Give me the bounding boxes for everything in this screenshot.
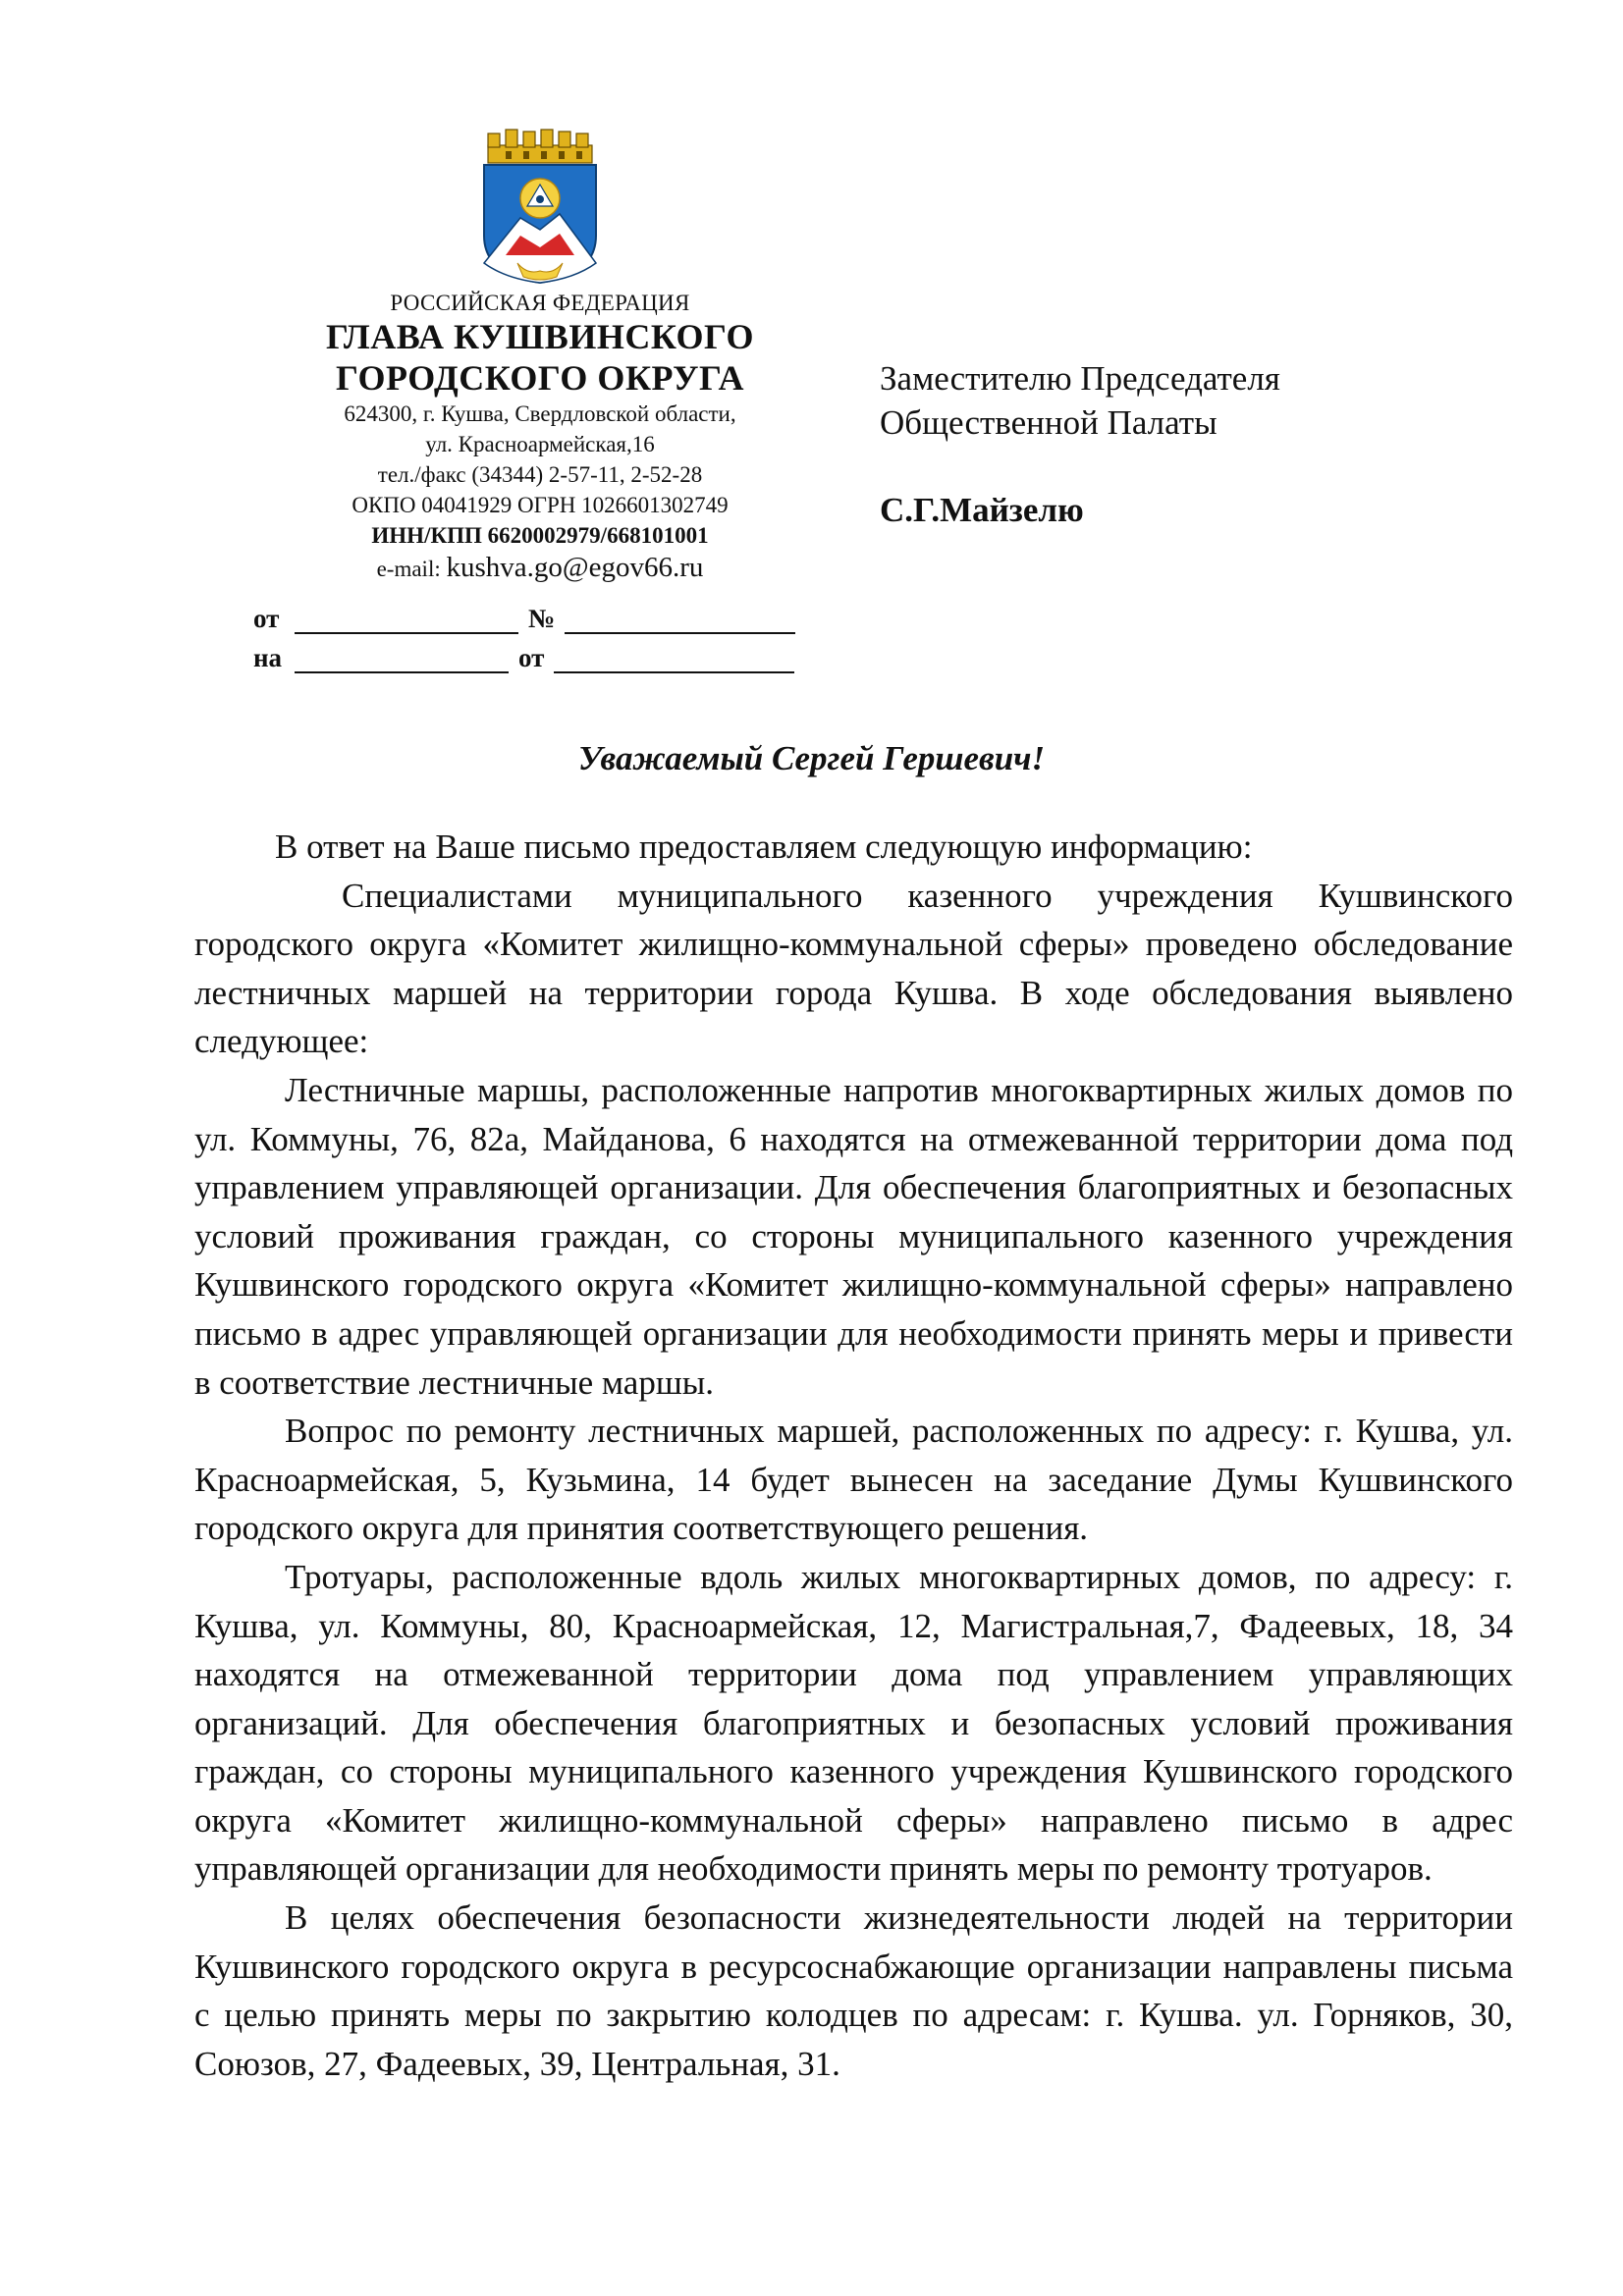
- address-line2: ул. Красноармейская,16: [425, 432, 655, 456]
- addressee-name: С.Г.Майзелю: [880, 491, 1084, 529]
- letterhead: [236, 128, 844, 586]
- reg-label-from-date: от: [518, 643, 545, 672]
- registration-row-incoming: [253, 634, 813, 673]
- email-line: [236, 551, 844, 586]
- addressee-position-line2: Общественной Палаты: [880, 403, 1217, 442]
- address-line1: 624300, г. Кушва, Свердловской области,: [344, 401, 736, 426]
- org-title-line2: ГОРОДСКОГО ОКРУГА: [335, 358, 745, 398]
- body-paragraph-3: Вопрос по ремонту лестничных маршей, расположенных по адресу: г. Кушва, ул. Красноармейская, 5, Кузьмина, 14 будет вынесен на заседание Думы Кушвинского городского округа для принятия соответствующего решения.: [194, 1412, 1513, 1548]
- registration-fields: [253, 595, 813, 673]
- salutation: Уважаемый Сергей Гершевич!: [577, 739, 1046, 777]
- email-address: kushva.go@egov66.ru: [446, 552, 704, 583]
- body-paragraph-4: Тротуары, расположенные вдоль жилых многоквартирных домов, по адресу: г. Кушва, ул. Коммуны, 80, Красноармейская, 12, Магистральная,7, Фадеевых, 18, 34 находятся на отмежеванной территории дома под управлением управляющих организаций. Для обеспечения благоприятных и безопасных условий проживания граждан, со стороны муниципального казенного учреждения Кушвинского городского округа «Комитет жилищно-коммунальной сферы» направлено письмо в адрес управляющей организации для необходимости принять меры по ремонту тротуаров.: [194, 1557, 1513, 1889]
- reg-incoming-date-blank: [554, 646, 794, 673]
- reg-incoming-blank: [295, 646, 509, 673]
- org-title-line1: ГЛАВА КУШВИНСКОГО: [325, 317, 755, 356]
- addressee-block: [880, 356, 1430, 532]
- addressee-position-line1: Заместителю Председателя: [880, 359, 1280, 398]
- body-paragraph-2: Лестничные маршы, расположенные напротив многоквартирных жилых домов по ул. Коммуны, 76, 82а, Майданова, 6 находятся на отмежеванной территории дома под управлением управляющей организации. Для обеспечения благоприятных и безопасных условий проживания граждан, со стороны муниципального казенного учреждения Кушвинского городского округа «Комитет жилищно-коммунальной сферы» направлено письмо в адрес управляющей организации для необходимости принять меры и привести в соответствие лестничные маршы.: [194, 1070, 1513, 1402]
- reg-label-to: на: [253, 643, 283, 672]
- reg-label-number: №: [528, 604, 556, 633]
- reg-number-blank: [565, 607, 795, 634]
- email-label: e-mail:: [376, 557, 441, 581]
- reg-label-from: от: [253, 604, 280, 633]
- okpo-ogrn: ОКПО 04041929 ОГРН 1026601302749: [352, 493, 729, 517]
- inn-kpp: ИНН/КПП 6620002979/668101001: [371, 523, 709, 548]
- registration-row-outgoing: [253, 595, 813, 634]
- letter-body: [194, 823, 1513, 2088]
- reg-date-blank: [295, 607, 518, 634]
- body-paragraph-1: Специалистами муниципального казенного учреждения Кушвинского городского округа «Комитет жилищно-коммунальной сферы» проведено обследование лестничных маршей на территории города Кушва. В ходе обследования выявлено следующее:: [194, 876, 1513, 1061]
- coat-of-arms-kushva-icon: [466, 128, 614, 285]
- phone-fax: тел./факс (34344) 2-57-11, 2-52-28: [377, 462, 703, 487]
- country-name: РОССИЙСКАЯ ФЕДЕРАЦИЯ: [390, 291, 690, 315]
- body-intro: В ответ на Ваше письмо предоставляем следующую информацию:: [275, 828, 1253, 866]
- body-paragraph-5: В целях обеспечения безопасности жизнедеятельности людей на территории Кушвинского городского округа в ресурсоснабжающие организации направлены письма с целью принять меры по закрытию колодцев по адресам: г. Кушва. ул. Горняков, 30, Союзов, 27, Фадеевых, 39, Центральная, 31.: [194, 1898, 1513, 2083]
